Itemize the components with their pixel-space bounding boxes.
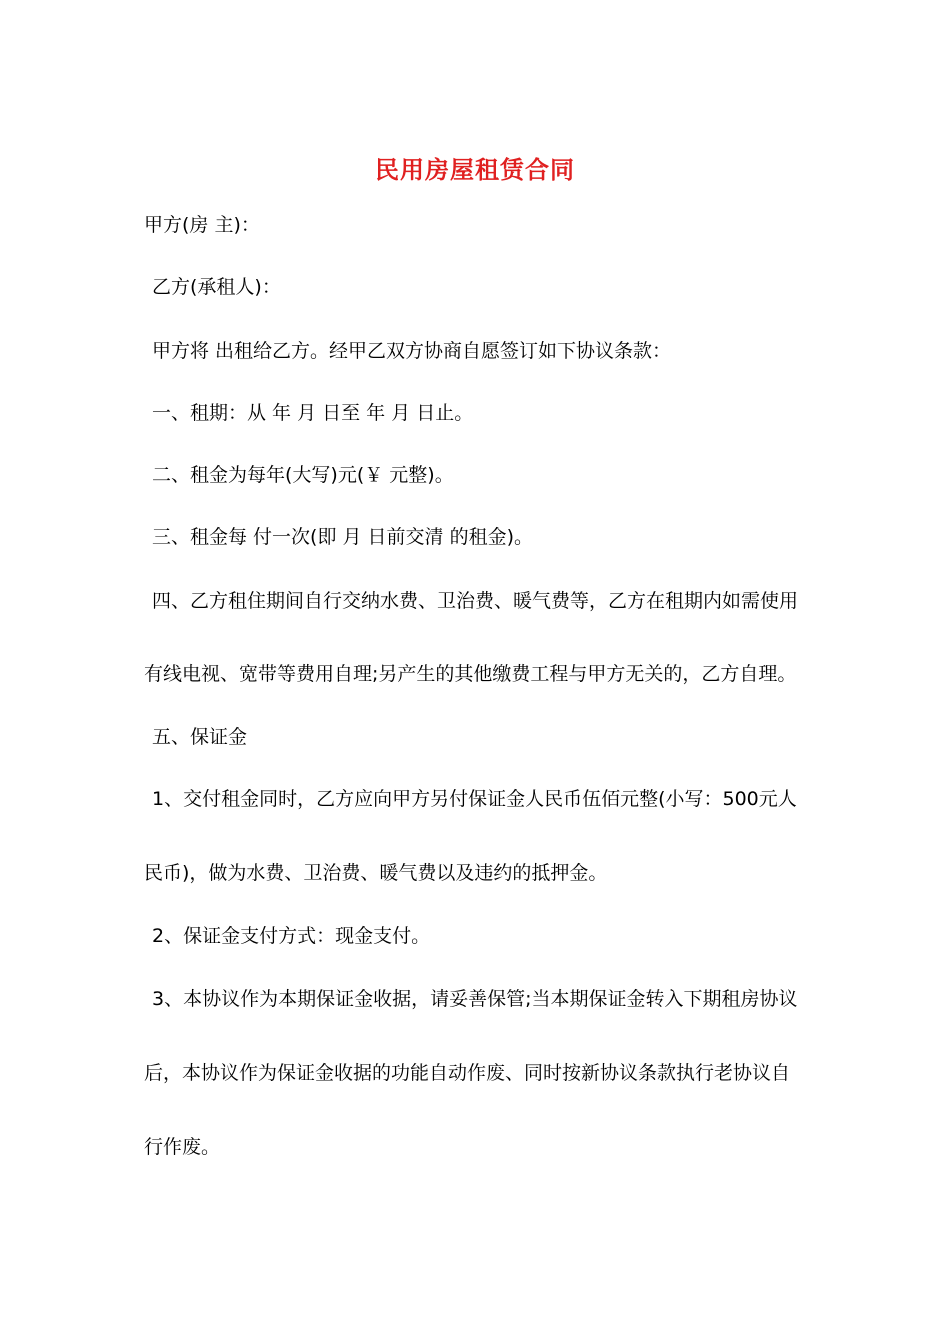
- deposit-item-1-line-2: 民币)，做为水费、卫治费、暖气费以及违约的抵押金。: [144, 862, 608, 884]
- clause-1-term: 一、租期：从 年 月 日至 年 月 日止。: [152, 402, 474, 424]
- deposit-item-3-line-1: 3、本协议作为本期保证金收据，请妥善保管;当本期保证金转入下期租房协议: [152, 988, 798, 1010]
- party-b-line: 乙方(承租人)：: [152, 276, 281, 298]
- clause-5-heading: 五、保证金: [152, 726, 248, 748]
- deposit-item-3-line-2: 后，本协议作为保证金收据的功能自动作废、同时按新协议条款执行老协议自: [144, 1062, 791, 1084]
- intro-line: 甲方将 出租给乙方。经甲乙双方协商自愿签订如下协议条款：: [152, 340, 672, 362]
- deposit-item-3-line-3: 行作废。: [144, 1136, 221, 1158]
- clause-4-line-1: 四、乙方租住期间自行交纳水费、卫治费、暖气费等，乙方在租期内如需使用: [152, 590, 799, 612]
- clause-4-line-2: 有线电视、宽带等费用自理;另产生的其他缴费工程与甲方无关的，乙方自理。: [144, 663, 797, 685]
- clause-3-payment: 三、租金每 付一次(即 月 日前交清 的租金)。: [152, 526, 533, 548]
- clause-2-rent: 二、租金为每年(大写)元(￥ 元整)。: [152, 464, 454, 486]
- deposit-item-2: 2、保证金支付方式：现金支付。: [152, 925, 431, 947]
- party-a-line: 甲方(房 主)：: [144, 214, 260, 236]
- deposit-item-1-line-1: 1、交付租金同时，乙方应向甲方另付保证金人民币伍佰元整(小写：500元人: [152, 788, 797, 810]
- document-title: 民用房屋租赁合同: [375, 155, 575, 184]
